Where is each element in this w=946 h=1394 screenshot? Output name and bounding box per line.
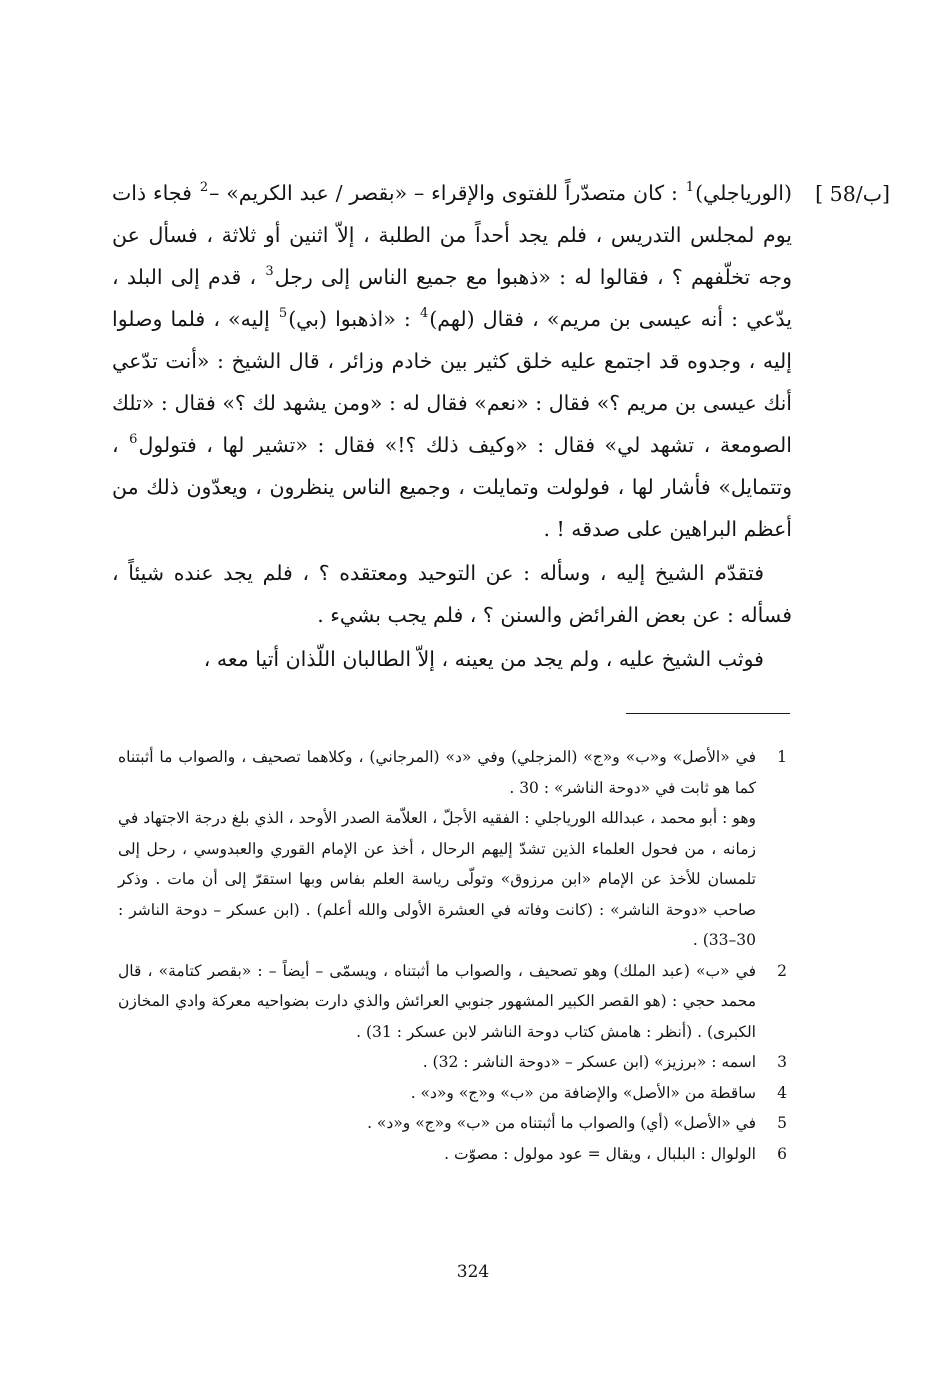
- text-run: إليه» ، فلما وصلوا إليه ، وجدوه قد اجتمع عليه خلق كثير بين خادم وزائر ، قال الشيخ : «أنت تدّعي أنك عيسى بن مريم ؟» فقال : «نعم» فقال له : «ومن يشهد لك ؟» فقال : «تلك الصومعة ، تشهد لي» فقال : «وكيف ذلك ؟!» فقال : «تشير لها ، فتولول: [112, 307, 792, 457]
- footnote-text: ساقطة من «الأصل» والإضافة من «ب» و«ج» و«د» .: [410, 1083, 756, 1102]
- footnote-5: [108, 1108, 808, 1139]
- footnote-6: [108, 1139, 808, 1170]
- footnote-3: [108, 1047, 808, 1078]
- text-run: ، وتتمايل» فأشار لها ، فولولت وتمايلت ، وجميع الناس ينظرون ، ويعدّون ذلك من أعظم البراهين على صدقه ! .: [112, 433, 792, 541]
- footnote-marker-5[interactable]: 5: [278, 306, 288, 321]
- text-run: ، قدم إلى البلد ، يدّعي : أنه عيسى بن مريم» ، فقال (لهم): [112, 265, 792, 331]
- main-text: [112, 172, 792, 680]
- footnote-text: في «ب» (عبد الملك) وهو تصحيف ، والصواب ما أثبتناه ، ويسمّى – أيضاً – : «بقصر كتامة» ، قال محمد حجي : (هو القصر الكبير المشهور جنوبي العرائش والذي دارت بضواحيه معركة وادي المخازن الكبرى) . (أنظر : هامش كتاب دوحة الناشر لابن عسكر : 31) .: [118, 961, 756, 1041]
- footnote-number: 2: [777, 961, 787, 980]
- footnote-2: [108, 956, 808, 1048]
- footnote-1: [108, 742, 808, 956]
- footnote-number: 5: [777, 1114, 787, 1132]
- footnote-text: اسمه : «برزيز» (ابن عسكر – «دوحة الناشر : 32) .: [422, 1053, 756, 1071]
- manuscript-folio-reference: [ 58/ب]: [815, 182, 890, 206]
- footnotes: [108, 742, 808, 1169]
- footnote-marker-4[interactable]: 4: [419, 306, 429, 321]
- paragraph-1: [112, 172, 792, 550]
- footnote-separator: [626, 713, 790, 714]
- text-run: : كان متصدّراً للفتوى والإقراء – «بقصر / عبد الكريم» –: [209, 181, 685, 205]
- footnote-text: الولوال : البلبال ، ويقال = عود مولول : مصوّت .: [444, 1144, 756, 1163]
- text-run: : «اذهبوا (بي): [288, 307, 419, 331]
- footnote-marker-3[interactable]: 3: [265, 264, 274, 279]
- paragraph-2: فتقدّم الشيخ إليه ، وسأله : عن التوحيد ومعتقده ؟ ، فلم يجد عنده شيئاً ، فسأله : عن بعض الفرائض والسنن ؟ ، فلم يجب بشيء .: [112, 561, 792, 627]
- footnote-marker-6[interactable]: 6: [129, 432, 138, 447]
- footnote-number: 4: [777, 1083, 787, 1102]
- footnote-4: [108, 1078, 808, 1109]
- footnote-marker-1[interactable]: 1: [685, 180, 695, 195]
- footnote-text: في «الأصل» (أي) والصواب ما أثبتناه من «ب» و«ج» و«د» .: [367, 1114, 756, 1132]
- footnote-text: في «الأصل» و«ب» و«ج» (المزجلي) وفي «د» (المرجاني) ، وكلاهما تصحيف ، والصواب ما أثبتناه كما هو ثابت في «دوحة الناشر» : 30 . وهو : أبو محمد ، عبدالله الورياجلي : الفقيه الأجلّ ، العلاّمة الصدر الأوحد ، الذي بلغ درجة الاجتهاد في زمانه ، من فحول العلماء الذين تشدّ إليهم الرحال ، أخذ عن الإمام القوري والعبدوسي ، رحل إلى تلمسان للأخذ عن الإمام «ابن مرزوق» وتولّى رياسة العلم بفاس وبها استقرّ إلى أن مات . وذكر صاحب «دوحة الناشر» : (كانت وفاته في العشرة الأولى والله أعلم) . (ابن عسكر – دوحة الناشر : 30–33) .: [118, 748, 756, 949]
- paragraph-3: فوثب الشيخ عليه ، ولم يجد من يعينه ، إلاّ الطالبان اللّذان أتيا معه ،: [203, 647, 764, 671]
- text-run: (الورياجلي): [695, 181, 792, 205]
- footnote-number: 1: [777, 748, 787, 766]
- page-number: 324: [456, 1262, 490, 1282]
- footnote-marker-2[interactable]: 2: [199, 180, 209, 195]
- footnote-number: 6: [777, 1144, 787, 1163]
- footnote-number: 3: [777, 1053, 787, 1071]
- text-run: فجاء ذات يوم لمجلس التدريس ، فلم يجد أحداً من الطلبة ، إلاّ اثنين أو ثلاثة ، فسأل عن وجه تخلّفهم ؟ ، فقالوا له : «ذهبوا مع جميع الناس إلى رجل: [112, 181, 792, 289]
